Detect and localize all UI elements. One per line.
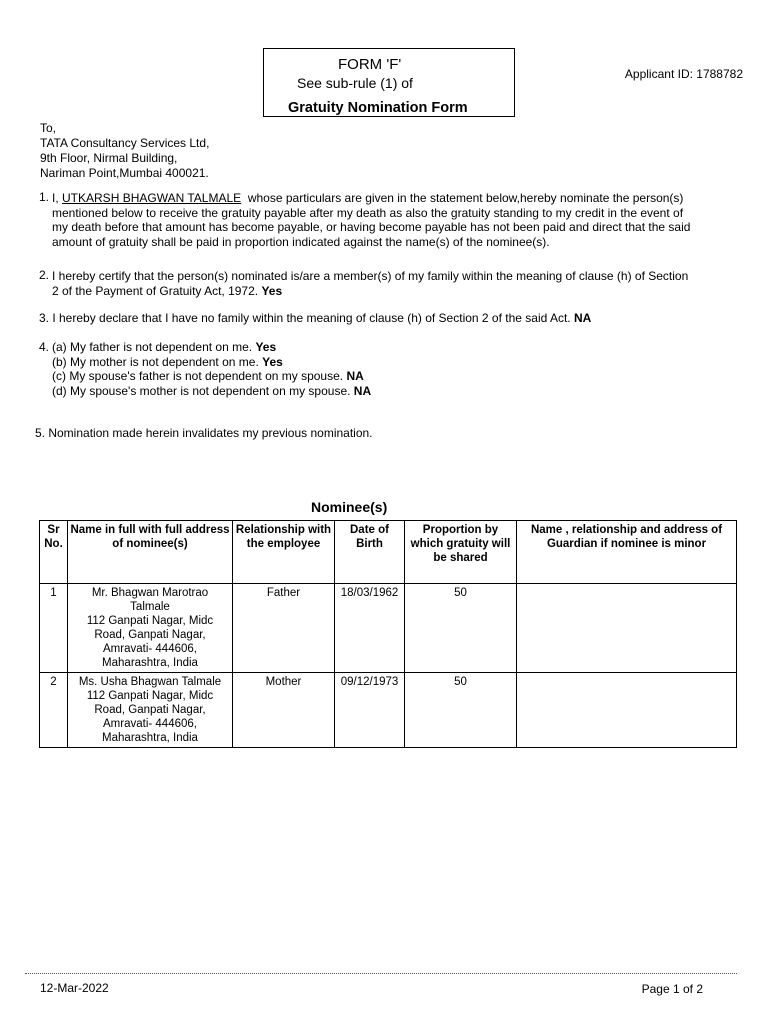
clause-4c-answer: NA: [346, 369, 364, 383]
footer-divider: [25, 973, 737, 974]
nominee-address-line: 112 Ganpati Nagar, Midc: [86, 615, 214, 627]
table-header-row: [40, 521, 737, 584]
address-to: To,: [40, 121, 57, 135]
clause-4b-text: (b) My mother is not dependent on me.: [52, 354, 259, 369]
nominee-address-line: 112 Ganpati Nagar, Midc: [86, 690, 214, 702]
col-header-relationship: Relationship with the employee: [233, 521, 335, 584]
clause-3-answer: NA: [573, 311, 592, 325]
table-row: [40, 673, 737, 748]
clause-3-text: 3. I hereby declare that I have no family within the meaning of clause (h) of Section 2 of the said Act.: [39, 311, 571, 325]
clause-4a-answer: Yes: [255, 340, 277, 354]
col-header-dob: Date of Birth: [335, 521, 405, 584]
cell-sr: 1: [40, 584, 68, 673]
cell-relationship: Mother: [233, 673, 335, 748]
cell-nominee-name: [68, 584, 233, 673]
recipient-address: [40, 121, 209, 181]
col-header-name: Name in full with full address of nominee(s): [68, 521, 233, 584]
sub-rule-text: See sub-rule (1) of: [297, 75, 413, 91]
applicant-id: Applicant ID: 1788782: [624, 67, 743, 81]
clause-4-number: 4.: [39, 340, 50, 354]
nominee-name-line: Mr. Bhagwan Marotrao: [91, 587, 209, 599]
cell-guardian: [517, 673, 737, 748]
clause-4-text: [52, 340, 652, 398]
footer-date: 12-Mar-2022: [40, 981, 109, 995]
cell-dob: 09/12/1973: [335, 673, 405, 748]
cell-dob: 18/03/1962: [335, 584, 405, 673]
clause-5: [35, 426, 735, 441]
nominees-heading: Nominee(s): [311, 499, 388, 515]
clause-4a-text: (a) My father is not dependent on me.: [52, 340, 253, 354]
clause-2-number: 2.: [39, 268, 50, 282]
clause-2-line-1: I hereby certify that the person(s) nominated is/are a member(s) of my family within the meaning of clause (h) of Section: [52, 269, 689, 283]
address-line-1: TATA Consultancy Services Ltd,: [40, 136, 210, 150]
clause-1-text: [52, 191, 752, 249]
col-header-proportion: Proportion by which gratuity will be shared: [405, 521, 517, 584]
cell-proportion: 50: [405, 584, 517, 673]
employee-name: UTKARSH BHAGWAN TALMALE: [62, 191, 242, 205]
nominee-address-line: Amravati- 444606,: [103, 643, 197, 655]
clause-1-line-1: whose particulars are given in the statement below,hereby nominate the person(s): [247, 191, 684, 205]
clause-4b-answer: Yes: [262, 354, 283, 369]
cell-proportion: 50: [405, 673, 517, 748]
address-line-3: Nariman Point,Mumbai 400021.: [40, 166, 209, 180]
nominee-address-line: Maharashtra, India: [102, 657, 198, 669]
col-header-sr: Sr No.: [40, 521, 68, 584]
form-name: Gratuity Nomination Form: [288, 100, 468, 116]
nominee-address-line: Road, Ganpati Nagar,: [94, 629, 206, 641]
form-title: FORM 'F': [338, 56, 402, 73]
clause-2-text: [52, 269, 752, 298]
col-header-guardian: Name , relationship and address of Guardian if nominee is minor: [517, 521, 737, 584]
nominee-address-line: Maharashtra, India: [102, 732, 198, 744]
nominee-address-line: Road, Ganpati Nagar,: [94, 704, 206, 716]
clause-5-text: 5. Nomination made herein invalidates my previous nomination.: [35, 426, 373, 440]
clause-2-answer: Yes: [261, 283, 283, 298]
form-title-box: [263, 48, 515, 117]
clause-1-line-2: mentioned below to receive the gratuity payable after my death as also the gratuity standing to my credit in the event of: [52, 205, 684, 220]
cell-sr: 2: [40, 673, 68, 748]
cell-nominee-name: [68, 673, 233, 748]
clause-2-line-2: 2 of the Payment of Gratuity Act, 1972.: [52, 283, 259, 298]
nominees-table: [39, 520, 737, 748]
nominee-name-line: Ms. Usha Bhagwan Talmale: [78, 676, 222, 688]
clause-4d-text: (d) My spouse's mother is not dependent on my spouse.: [52, 383, 351, 398]
nominee-name-line: Talmale: [130, 601, 170, 613]
clause-1-prefix: I,: [52, 191, 59, 205]
table-row: [40, 584, 737, 673]
page-number: Page 1 of 2: [641, 982, 703, 996]
cell-relationship: Father: [233, 584, 335, 673]
clause-1-number: 1.: [39, 190, 50, 204]
clause-3: [39, 311, 749, 326]
address-line-2: 9th Floor, Nirmal Building,: [40, 151, 178, 165]
clause-1-line-3: my death before that amount has become payable, or having become payable has not been paid and direct that the said: [52, 220, 691, 234]
clause-4d-answer: NA: [353, 383, 372, 398]
nominee-address-line: Amravati- 444606,: [103, 718, 197, 730]
cell-guardian: [517, 584, 737, 673]
clause-4c-text: (c) My spouse's father is not dependent on my spouse.: [52, 369, 344, 383]
clause-1-line-4: amount of gratuity shall be paid in proportion indicated against the name(s) of the nominee(s).: [52, 234, 550, 249]
